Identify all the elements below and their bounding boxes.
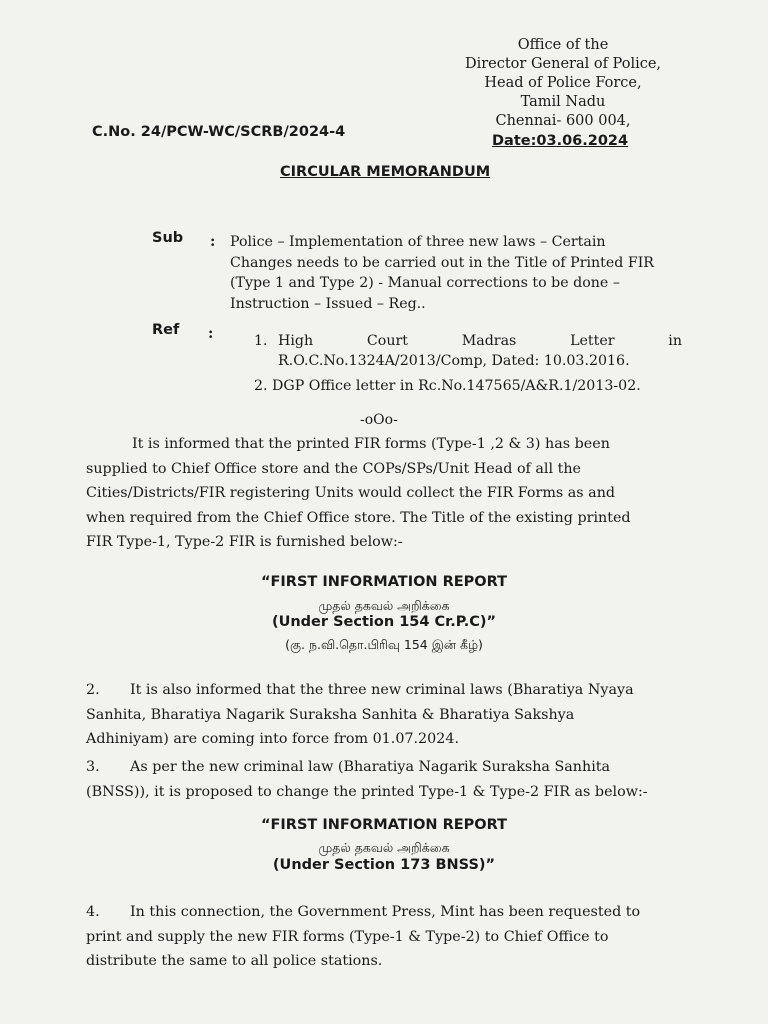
subject-text — [230, 232, 690, 314]
reference-word: in — [668, 333, 682, 349]
subject-line: (Type 1 and Type 2) - Manual corrections to be done – — [230, 275, 620, 291]
paragraph-number: 4. — [86, 904, 100, 920]
paragraph-line: print and supply the new FIR forms (Type-1 & Type-2) to Chief Office to — [86, 928, 609, 945]
separator: -oOo- — [360, 412, 398, 428]
paragraph-4 — [86, 900, 684, 974]
subject-line: Instruction – Issued – Reg.. — [230, 295, 426, 312]
paragraph-line: when required from the Chief Office store. The Title of the existing printed — [86, 509, 631, 526]
paragraph-line: (BNSS)), it is proposed to change the printed Type-1 & Type-2 FIR as below:- — [86, 783, 648, 800]
subject-line: Police – Implementation of three new laws – Certain — [230, 234, 606, 250]
reference-2: 2. DGP Office letter in Rc.No.147565/A&R.1/2013-02. — [254, 378, 641, 394]
old-fir-section: (Under Section 154 Cr.P.C)” — [271, 614, 497, 630]
subject-colon: : — [210, 233, 216, 250]
paragraph-text: As per the new criminal law (Bharatiya Nagarik Suraksha Sanhita — [130, 759, 611, 775]
new-fir-title: “FIRST INFORMATION REPORT — [260, 817, 508, 833]
office-line: Head of Police Force, — [484, 75, 642, 91]
paragraph-line: distribute the same to all police stations. — [86, 953, 383, 969]
paragraph-line — [86, 678, 684, 703]
paragraph-text: It is also informed that the three new criminal laws (Bharatiya Nyaya — [130, 682, 634, 698]
paragraph-line: It is informed that the printed FIR forms (Type-1 ,2 & 3) has been — [132, 436, 610, 452]
reference-1-line2: R.O.C.No.1324A/2013/Comp, Dated: 10.03.2016. — [278, 353, 630, 369]
reference-1-number: 1. — [254, 333, 268, 349]
reference-word: Madras — [461, 333, 517, 349]
subject-label: Sub — [152, 230, 184, 246]
circular-date: Date:03.06.2024 — [492, 133, 629, 149]
reference-word: Court — [366, 333, 408, 349]
old-fir-tamil-title: முதல் தகவல் அறிக்கை — [318, 598, 450, 613]
reference-label: Ref — [152, 322, 180, 338]
reference-word: High — [278, 333, 314, 349]
paragraph-line: supplied to Chief Office store and the COPs/SPs/Unit Head of all the — [86, 460, 582, 477]
paragraph-number: 2. — [86, 682, 100, 698]
paragraph-1 — [86, 432, 684, 555]
subject-line: Changes needs to be carried out in the Title of Printed FIR — [230, 254, 654, 271]
paragraph-line — [86, 755, 684, 780]
paragraph-2 — [86, 678, 684, 752]
paragraph-line: Cities/Districts/FIR registering Units would collect the FIR Forms as and — [86, 485, 616, 501]
office-line: Chennai- 600 004, — [495, 113, 631, 129]
circular-number: C.No. 24/PCW-WC/SCRB/2024-4 — [92, 124, 346, 140]
paragraph-line: FIR Type-1, Type-2 FIR is furnished below:- — [86, 534, 403, 550]
paragraph-line — [86, 900, 684, 925]
reference-1-line1 — [278, 333, 682, 349]
old-fir-tamil-section: (கு. ந.வி.தொ.பிரிவு 154 இன் கீழ்) — [285, 637, 483, 652]
paragraph-text: In this connection, the Government Press, Mint has been requested to — [130, 904, 641, 920]
old-fir-title: “FIRST INFORMATION REPORT — [260, 574, 508, 590]
office-line: Tamil Nadu — [520, 94, 606, 110]
office-line: Office of the — [517, 37, 609, 53]
new-fir-section: (Under Section 173 BNSS)” — [272, 857, 496, 873]
new-fir-tamil-title: முதல் தகவல் அறிக்கை — [318, 840, 450, 855]
paragraph-3 — [86, 755, 684, 804]
paragraph-line: Adhiniyam) are coming into force from 01.07.2024. — [86, 731, 459, 747]
paragraph-number: 3. — [86, 759, 100, 775]
circular-title: CIRCULAR MEMORANDUM — [280, 164, 491, 180]
paragraph-line: Sanhita, Bharatiya Nagarik Suraksha Sanhita & Bharatiya Sakshya — [86, 706, 575, 723]
office-line: Director General of Police, — [464, 56, 662, 72]
reference-word: Letter — [570, 333, 615, 349]
office-address — [458, 36, 668, 131]
reference-colon: : — [208, 325, 214, 342]
